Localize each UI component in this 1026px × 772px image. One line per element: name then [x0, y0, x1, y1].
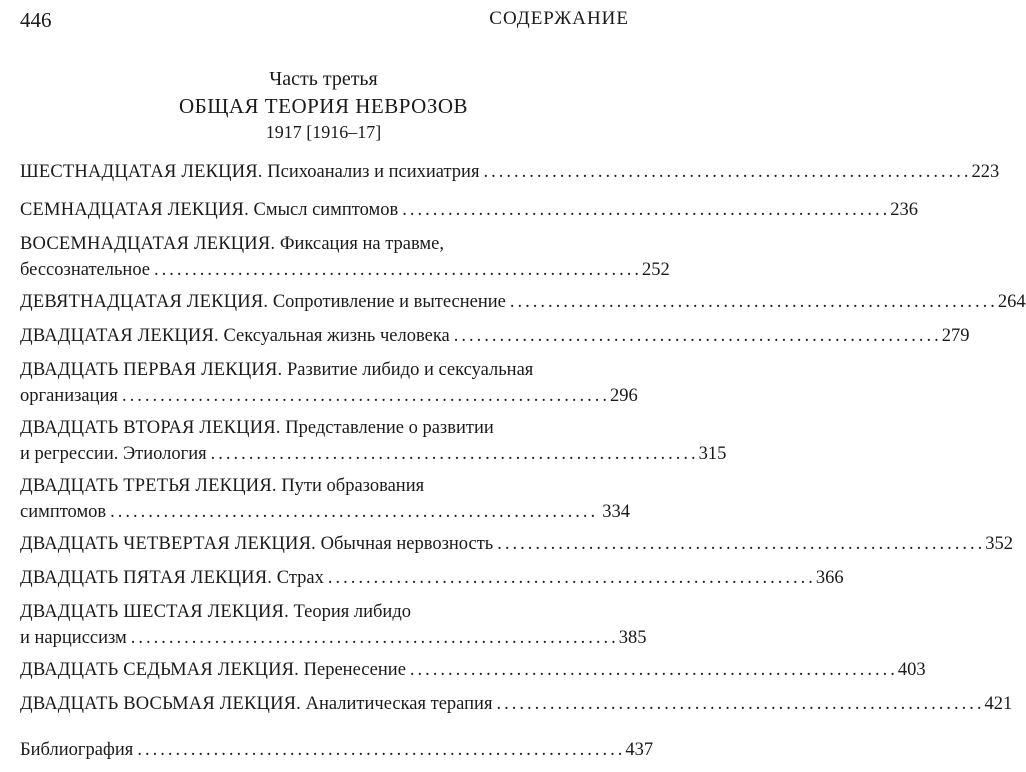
lecture-number: ДВАДЦАТЬ ПЯТАЯ ЛЕКЦИЯ. — [20, 568, 273, 588]
toc-entry-title — [20, 159, 483, 185]
toc-line — [20, 197, 918, 223]
toc-line — [20, 657, 926, 683]
dot-leader: ................................................................ — [110, 502, 599, 522]
toc-entry-title — [20, 473, 428, 499]
dot-leader: ................................................................ — [497, 534, 986, 554]
toc-entry-title — [20, 691, 496, 717]
toc-entry[interactable] — [20, 289, 1026, 315]
toc-line — [20, 565, 844, 591]
page-number-ref: 437 — [625, 740, 654, 760]
toc-line — [20, 159, 1000, 185]
lecture-title: Представление о развитии — [280, 418, 494, 438]
page-number-ref: 252 — [642, 260, 670, 280]
toc-line — [20, 737, 654, 763]
page-number-ref: 279 — [941, 326, 970, 346]
page-number-ref: 334 — [602, 502, 630, 522]
page-number-ref: 385 — [618, 628, 647, 648]
lecture-number: ДВАДЦАТЬ ВОСЬМАЯ ЛЕКЦИЯ. — [20, 694, 302, 714]
page-number-ref: 352 — [985, 534, 1013, 554]
lecture-title: Пути образования — [276, 476, 425, 496]
toc-entry[interactable] — [20, 415, 727, 467]
lecture-number: ДВАДЦАТЬ ВТОРАЯ ЛЕКЦИЯ. — [20, 418, 281, 438]
dot-leader: ................................................................ — [496, 694, 985, 714]
toc-entry-title — [20, 231, 448, 257]
toc-entry[interactable] — [20, 323, 970, 349]
toc-entry[interactable] — [20, 473, 630, 525]
toc-line — [20, 473, 630, 499]
lecture-title: Фиксация на травме, — [275, 234, 444, 254]
dot-leader: ................................................................ — [130, 628, 619, 648]
toc-line — [20, 499, 630, 525]
toc-line — [20, 323, 970, 349]
dot-leader: ................................................................ — [210, 444, 699, 464]
lecture-title-continuation: и нарциссизм — [20, 628, 127, 648]
lecture-title-continuation: и регрессии. Этиология — [20, 444, 207, 464]
toc-entry-title — [20, 737, 137, 763]
dot-leader: ................................................................ — [121, 386, 610, 406]
lecture-number: ДЕВЯТНАДЦАТАЯ ЛЕКЦИЯ. — [20, 292, 269, 312]
toc-line — [20, 383, 638, 409]
lecture-number: ДВАДЦАТАЯ ЛЕКЦИЯ. — [20, 326, 219, 346]
toc-line — [20, 257, 670, 283]
toc-line — [20, 231, 630, 257]
lecture-title: Психоанализ и психиатрия — [262, 162, 480, 182]
running-head: СОДЕРЖАНИЕ — [489, 8, 629, 29]
dot-leader: ................................................................ — [154, 260, 643, 280]
lecture-title: Обычная нервозность — [315, 534, 494, 554]
toc-line — [20, 691, 1013, 717]
toc-line — [20, 599, 630, 625]
toc-entry-title — [20, 531, 497, 557]
dot-leader: ................................................................ — [137, 740, 626, 760]
dot-leader: ................................................................ — [453, 326, 942, 346]
toc-entry[interactable] — [20, 159, 1000, 185]
lecture-title: Перенесение — [299, 660, 406, 680]
toc-line — [20, 531, 1013, 557]
toc-line — [20, 415, 630, 441]
lecture-number: ДВАДЦАТЬ ПЕРВАЯ ЛЕКЦИЯ. — [20, 360, 283, 380]
toc-entry[interactable] — [20, 357, 638, 409]
page-number-ref: 236 — [890, 200, 918, 220]
page-number: 446 — [20, 8, 52, 32]
lecture-title: Развитие либидо и сексуальная — [282, 360, 534, 380]
part-years: 1917 [1916–17] — [265, 122, 382, 142]
toc-entry-title — [20, 599, 415, 625]
lecture-title-continuation: бессознательное — [20, 260, 151, 280]
toc-entry-title — [20, 415, 498, 441]
toc-entry[interactable] — [20, 599, 647, 651]
toc-line — [20, 289, 1026, 315]
toc-line — [20, 441, 727, 467]
toc-entry[interactable] — [20, 197, 918, 223]
lecture-number: СЕМНАДЦАТАЯ ЛЕКЦИЯ. — [20, 200, 249, 220]
dot-leader: ................................................................ — [483, 162, 972, 182]
lecture-title: Сексуальная жизнь человека — [218, 326, 450, 346]
toc-entry[interactable] — [20, 737, 654, 763]
lecture-title: Библиография — [20, 740, 134, 760]
dot-leader: ................................................................ — [327, 568, 816, 588]
page-number-ref: 421 — [984, 694, 1013, 714]
dot-leader: ................................................................ — [402, 200, 891, 220]
toc-entry-title — [20, 657, 410, 683]
lecture-title-continuation: организация — [20, 386, 118, 406]
page-header — [20, 8, 629, 38]
toc-entry-title — [20, 565, 328, 591]
lecture-title: Теория либидо — [288, 602, 411, 622]
toc-entry[interactable] — [20, 565, 844, 591]
toc-entry[interactable] — [20, 531, 1013, 557]
dot-leader: ................................................................ — [509, 292, 998, 312]
part-title: ОБЩАЯ ТЕОРИЯ НЕВРОЗОВ — [178, 94, 469, 118]
toc-entry-title — [20, 357, 537, 383]
page-number-ref: 403 — [897, 660, 926, 680]
dot-leader: ................................................................ — [409, 660, 898, 680]
toc-entry-title — [20, 289, 510, 315]
toc-entry[interactable] — [20, 657, 926, 683]
toc-entry[interactable] — [20, 231, 670, 283]
lecture-number: ДВАДЦАТЬ СЕДЬМАЯ ЛЕКЦИЯ. — [20, 660, 300, 680]
lecture-title: Смысл симптомов — [248, 200, 399, 220]
toc-entry-title — [20, 323, 454, 349]
toc-line — [20, 625, 647, 651]
lecture-number: ДВАДЦАТЬ ШЕСТАЯ ЛЕКЦИЯ. — [20, 602, 289, 622]
page-number-ref: 223 — [971, 162, 1000, 182]
page-number-ref: 366 — [815, 568, 844, 588]
lecture-title: Аналитическая терапия — [301, 694, 493, 714]
page-number-ref: 264 — [997, 292, 1026, 312]
part-label: Часть третья — [269, 68, 378, 90]
lecture-number: ДВАДЦАТЬ ЧЕТВЕРТАЯ ЛЕКЦИЯ. — [20, 534, 316, 554]
toc-line — [20, 357, 630, 383]
page-number-ref: 296 — [609, 386, 638, 406]
lecture-title: Страх — [272, 568, 324, 588]
lecture-number: ВОСЕМНАДЦАТАЯ ЛЕКЦИЯ. — [20, 234, 276, 254]
toc-entry-title — [20, 197, 402, 223]
lecture-number: ШЕСТНАДЦАТАЯ ЛЕКЦИЯ. — [20, 162, 263, 182]
lecture-number: ДВАДЦАТЬ ТРЕТЬЯ ЛЕКЦИЯ. — [20, 476, 277, 496]
page-number-ref: 315 — [698, 444, 727, 464]
lecture-title-continuation: симптомов — [20, 502, 107, 522]
lecture-title: Сопротивление и вытеснение — [268, 292, 506, 312]
toc-entry[interactable] — [20, 691, 1013, 717]
